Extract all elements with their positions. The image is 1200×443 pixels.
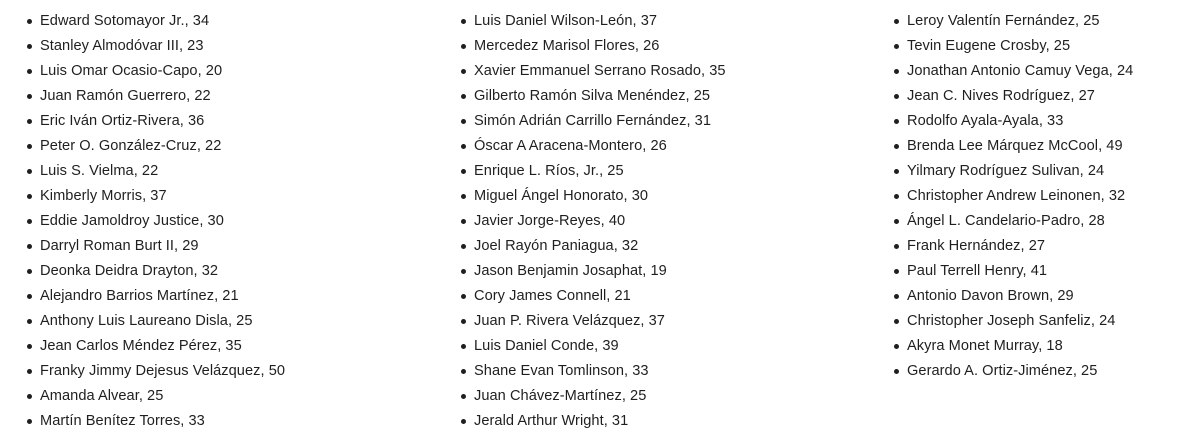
list-item-text: Óscar A Aracena-Montero, 26 xyxy=(474,138,667,154)
list-item-text: Ángel L. Candelario-Padro, 28 xyxy=(907,213,1105,229)
list-item xyxy=(26,109,436,134)
list-item-text: Luis Daniel Wilson-León, 37 xyxy=(474,13,658,29)
list-item xyxy=(460,9,880,34)
list-item-text: Gerardo A. Ortiz-Jiménez, 25 xyxy=(907,363,1098,379)
bullet-icon xyxy=(461,119,466,124)
list-item xyxy=(893,159,1193,184)
bullet-icon xyxy=(461,394,466,399)
list-item-text: Tevin Eugene Crosby, 25 xyxy=(907,38,1071,54)
list-item xyxy=(26,134,436,159)
list-item xyxy=(26,209,436,234)
list-item xyxy=(26,334,436,359)
list-item xyxy=(460,259,880,284)
list-item-text: Juan P. Rivera Velázquez, 37 xyxy=(474,313,665,329)
list-item xyxy=(460,384,880,409)
list-item xyxy=(460,409,880,434)
list-item xyxy=(26,59,436,84)
bullet-icon xyxy=(894,94,899,99)
list-item xyxy=(26,259,436,284)
bullet-icon xyxy=(27,44,32,49)
bullet-icon xyxy=(894,44,899,49)
bullet-icon xyxy=(461,319,466,324)
list-item xyxy=(460,334,880,359)
list-item-text: Alejandro Barrios Martínez, 21 xyxy=(40,288,239,304)
bullet-icon xyxy=(894,194,899,199)
list-item xyxy=(26,234,436,259)
bullet-icon xyxy=(461,19,466,24)
list-item xyxy=(460,209,880,234)
list-item xyxy=(26,159,436,184)
bullet-icon xyxy=(894,144,899,149)
bullet-icon xyxy=(27,69,32,74)
list-item xyxy=(893,84,1193,109)
list-item xyxy=(26,359,436,384)
list-item-text: Martín Benítez Torres, 33 xyxy=(40,413,205,429)
list-item xyxy=(26,9,436,34)
list-item-text: Jean C. Nives Rodríguez, 27 xyxy=(907,88,1095,104)
list-item-text: Frank Hernández, 27 xyxy=(907,238,1046,254)
list-item xyxy=(26,34,436,59)
list-item xyxy=(26,309,436,334)
list-item-text: Christopher Andrew Leinonen, 32 xyxy=(907,188,1126,204)
list-item-text: Luis Omar Ocasio-Capo, 20 xyxy=(40,63,223,79)
list-item xyxy=(893,359,1193,384)
list-item xyxy=(893,284,1193,309)
bullet-icon xyxy=(461,44,466,49)
list-item xyxy=(460,84,880,109)
list-item-text: Amanda Alvear, 25 xyxy=(40,388,164,404)
list-item-text: Stanley Almodóvar III, 23 xyxy=(40,38,204,54)
list-item-text: Jerald Arthur Wright, 31 xyxy=(474,413,629,429)
bullet-icon xyxy=(27,119,32,124)
bullet-icon xyxy=(461,219,466,224)
list-item-text: Gilberto Ramón Silva Menéndez, 25 xyxy=(474,88,711,104)
bullet-icon xyxy=(27,169,32,174)
list-item xyxy=(26,84,436,109)
list-item-text: Christopher Joseph Sanfeliz, 24 xyxy=(907,313,1116,329)
list-item xyxy=(893,209,1193,234)
list-item xyxy=(893,9,1193,34)
list-item-text: Leroy Valentín Fernández, 25 xyxy=(907,13,1100,29)
list-item xyxy=(893,259,1193,284)
list-item xyxy=(893,334,1193,359)
list-item xyxy=(460,234,880,259)
list-item-text: Xavier Emmanuel Serrano Rosado, 35 xyxy=(474,63,726,79)
bullet-icon xyxy=(27,144,32,149)
bullet-icon xyxy=(894,19,899,24)
list-column-1 xyxy=(26,9,436,434)
bullet-icon xyxy=(461,244,466,249)
bullet-icon xyxy=(27,419,32,424)
list-item xyxy=(893,59,1193,84)
list-item-text: Anthony Luis Laureano Disla, 25 xyxy=(40,313,253,329)
bullet-icon xyxy=(27,344,32,349)
list-column-3 xyxy=(893,9,1193,384)
list-item xyxy=(460,184,880,209)
list-item-text: Juan Chávez-Martínez, 25 xyxy=(474,388,647,404)
bullet-icon xyxy=(894,219,899,224)
list-item xyxy=(460,109,880,134)
list-item-text: Javier Jorge-Reyes, 40 xyxy=(474,213,626,229)
bullet-icon xyxy=(461,419,466,424)
bullet-icon xyxy=(27,219,32,224)
list-item xyxy=(460,134,880,159)
bullet-icon xyxy=(461,269,466,274)
list-column-2 xyxy=(460,9,880,434)
bullet-icon xyxy=(27,19,32,24)
bullet-icon xyxy=(27,244,32,249)
list-item-text: Peter O. González-Cruz, 22 xyxy=(40,138,222,154)
bullet-icon xyxy=(894,69,899,74)
list-item-text: Mercedez Marisol Flores, 26 xyxy=(474,38,660,54)
list-item-text: Jason Benjamin Josaphat, 19 xyxy=(474,263,667,279)
list-item-text: Luis S. Vielma, 22 xyxy=(40,163,159,179)
bullet-icon xyxy=(894,344,899,349)
list-item xyxy=(460,284,880,309)
list-item xyxy=(893,134,1193,159)
list-item-text: Deonka Deidra Drayton, 32 xyxy=(40,263,219,279)
bullet-icon xyxy=(894,244,899,249)
bullet-icon xyxy=(461,94,466,99)
list-item xyxy=(26,384,436,409)
bullet-icon xyxy=(27,369,32,374)
bullet-icon xyxy=(461,294,466,299)
bullet-icon xyxy=(894,369,899,374)
list-item xyxy=(460,359,880,384)
bullet-icon xyxy=(27,194,32,199)
list-item xyxy=(460,59,880,84)
list-item-text: Darryl Roman Burt II, 29 xyxy=(40,238,199,254)
list-item-text: Simón Adrián Carrillo Fernández, 31 xyxy=(474,113,711,129)
list-item-text: Joel Rayón Paniagua, 32 xyxy=(474,238,639,254)
list-item-text: Jean Carlos Méndez Pérez, 35 xyxy=(40,338,242,354)
list-item-text: Kimberly Morris, 37 xyxy=(40,188,167,204)
bullet-icon xyxy=(27,269,32,274)
bullet-icon xyxy=(27,294,32,299)
list-item-text: Paul Terrell Henry, 41 xyxy=(907,263,1048,279)
list-item-text: Shane Evan Tomlinson, 33 xyxy=(474,363,649,379)
bullet-icon xyxy=(461,194,466,199)
bullet-icon xyxy=(461,169,466,174)
list-item-text: Jonathan Antonio Camuy Vega, 24 xyxy=(907,63,1134,79)
bullet-icon xyxy=(461,69,466,74)
list-item xyxy=(893,184,1193,209)
bullet-icon xyxy=(27,94,32,99)
bullet-icon xyxy=(894,119,899,124)
bullet-icon xyxy=(27,319,32,324)
bullet-icon xyxy=(27,394,32,399)
list-item-text: Juan Ramón Guerrero, 22 xyxy=(40,88,211,104)
list-item xyxy=(893,309,1193,334)
list-item-text: Edward Sotomayor Jr., 34 xyxy=(40,13,210,29)
list-item-text: Rodolfo Ayala-Ayala, 33 xyxy=(907,113,1064,129)
bullet-icon xyxy=(461,369,466,374)
bullet-icon xyxy=(894,319,899,324)
list-item xyxy=(460,34,880,59)
list-item xyxy=(460,159,880,184)
list-item-text: Brenda Lee Márquez McCool, 49 xyxy=(907,138,1123,154)
list-item-text: Eric Iván Ortiz-Rivera, 36 xyxy=(40,113,205,129)
list-item xyxy=(26,184,436,209)
list-item-text: Miguel Ángel Honorato, 30 xyxy=(474,188,649,204)
bullet-icon xyxy=(894,169,899,174)
bullet-icon xyxy=(461,344,466,349)
bullet-icon xyxy=(894,269,899,274)
bullet-icon xyxy=(894,294,899,299)
bullet-icon xyxy=(461,144,466,149)
list-item-text: Luis Daniel Conde, 39 xyxy=(474,338,619,354)
list-item xyxy=(893,109,1193,134)
list-item-text: Franky Jimmy Dejesus Velázquez, 50 xyxy=(40,363,286,379)
list-item xyxy=(893,34,1193,59)
list-item-text: Antonio Davon Brown, 29 xyxy=(907,288,1074,304)
list-item xyxy=(26,284,436,309)
list-item-text: Eddie Jamoldroy Justice, 30 xyxy=(40,213,224,229)
list-item xyxy=(460,309,880,334)
list-item-text: Yilmary Rodríguez Sulivan, 24 xyxy=(907,163,1105,179)
list-item-text: Enrique L. Ríos, Jr., 25 xyxy=(474,163,624,179)
list-item-text: Cory James Connell, 21 xyxy=(474,288,631,304)
list-item xyxy=(893,234,1193,259)
list-item-text: Akyra Monet Murray, 18 xyxy=(907,338,1063,354)
list-item xyxy=(26,409,436,434)
